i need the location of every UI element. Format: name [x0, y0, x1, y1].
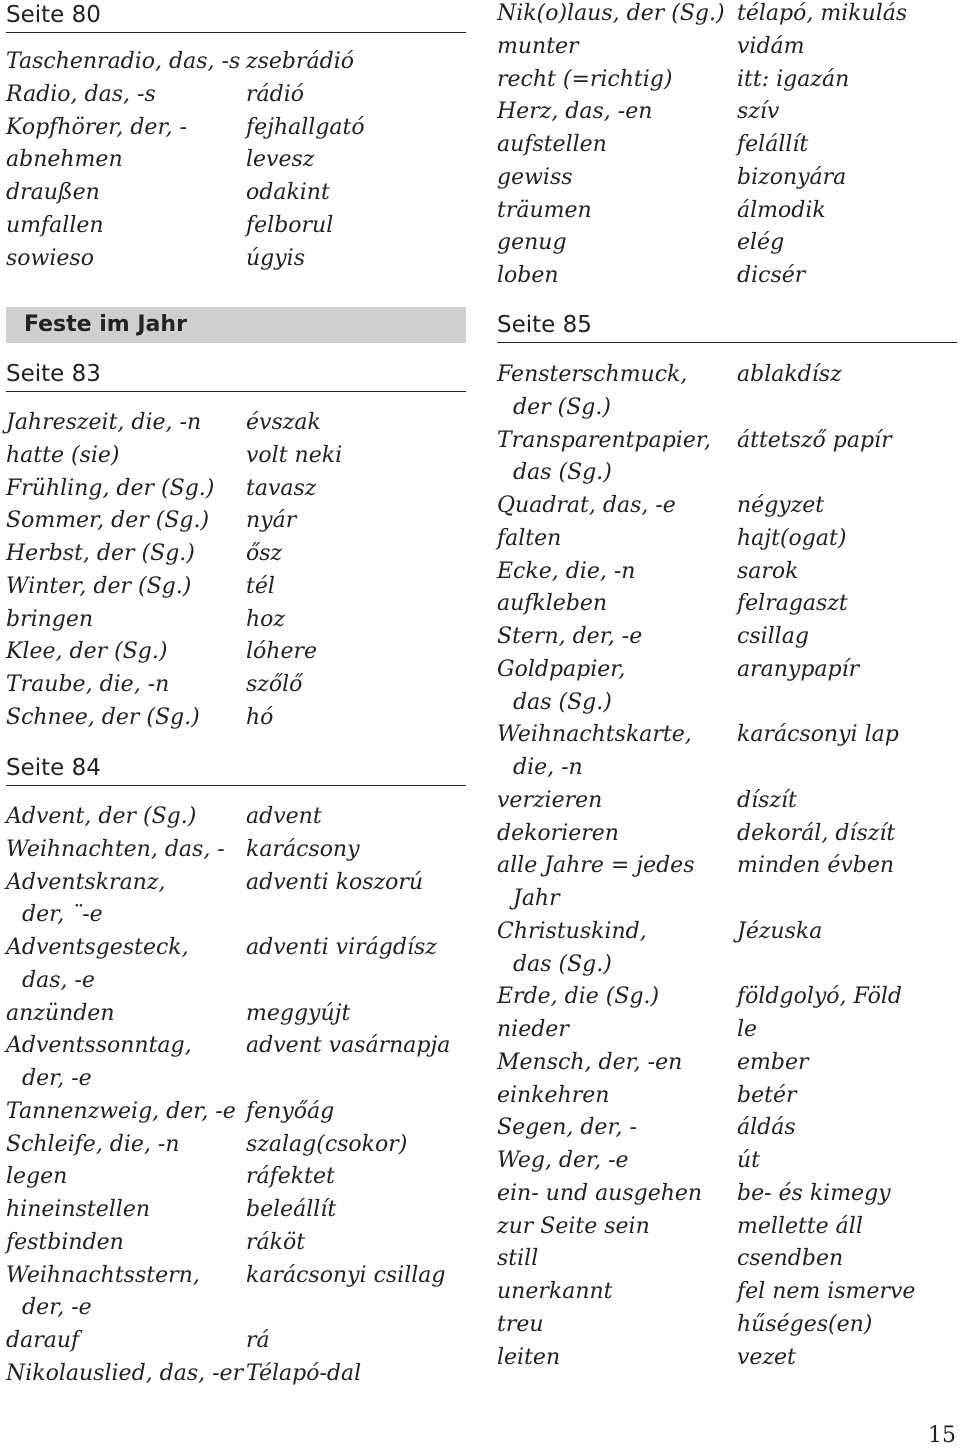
- vocab-row: [497, 1342, 957, 1375]
- vocab-row: [6, 1063, 466, 1096]
- german-term: Taschenradio, das, -s: [6, 49, 241, 74]
- hungarian-translation: fenyőág: [246, 1098, 335, 1124]
- german-term: still: [497, 1246, 539, 1272]
- vocab-row: [497, 195, 957, 228]
- german-term: Erde, die (Sg.): [497, 984, 660, 1010]
- vocab-row: [497, 359, 957, 392]
- vocab-row: [6, 1358, 466, 1391]
- german-term: hatte (sie): [6, 442, 120, 468]
- hungarian-translation: hó: [246, 704, 274, 730]
- vocab-row: [497, 621, 957, 654]
- vocab-row: [497, 523, 957, 556]
- vocab-row: [497, 785, 957, 818]
- vocab-row: [6, 1030, 466, 1063]
- vocab-row: [497, 490, 957, 523]
- german-term: Quadrat, das, -e: [497, 493, 676, 518]
- vocab-row: [6, 801, 466, 834]
- hungarian-translation: advent: [246, 804, 322, 829]
- german-term: der (Sg.): [513, 394, 611, 420]
- hungarian-translation: le: [737, 1017, 758, 1042]
- vocab-list-seite-84: [6, 801, 466, 1391]
- hungarian-translation: felállít: [737, 132, 809, 157]
- hungarian-translation: télapó, mikulás: [737, 1, 908, 26]
- hungarian-translation: Télapó-dal: [246, 1360, 362, 1386]
- german-term: bringen: [6, 606, 94, 632]
- vocab-row: [6, 1227, 466, 1260]
- german-term: Mensch, der, -en: [497, 1049, 683, 1075]
- vocab-row: [497, 1047, 957, 1080]
- german-term: aufstellen: [497, 132, 607, 157]
- hungarian-translation: karácsony: [246, 836, 360, 862]
- heading-seite-83: Seite 83: [6, 361, 466, 392]
- vocab-row: [6, 177, 466, 210]
- vocab-list-seite-85: [497, 359, 957, 1374]
- hungarian-translation: meggyújt: [246, 1000, 351, 1026]
- german-term: Tannenzweig, der, -e: [6, 1098, 236, 1124]
- german-term: unerkannt: [497, 1279, 613, 1304]
- german-term: draußen: [6, 180, 100, 205]
- vocab-row: [497, 818, 957, 851]
- vocab-row: [6, 1325, 466, 1358]
- vocab-row: [497, 227, 957, 260]
- vocab-row: [6, 112, 466, 145]
- hungarian-translation: levesz: [246, 147, 315, 173]
- hungarian-translation: sarok: [737, 558, 799, 584]
- hungarian-translation: ablakdísz: [737, 362, 842, 387]
- german-term: Weihnachtsstern,: [6, 1262, 200, 1288]
- hungarian-translation: lóhere: [246, 639, 318, 665]
- vocab-row: [497, 425, 957, 458]
- vocab-row: [6, 604, 466, 637]
- vocab-row: [497, 1178, 957, 1211]
- german-term: das (Sg.): [513, 951, 612, 977]
- vocab-row: [6, 1161, 466, 1194]
- german-term: Weihnachtskarte,: [497, 722, 692, 748]
- vocab-list-top: [497, 0, 957, 293]
- german-term: Sommer, der (Sg.): [6, 508, 210, 534]
- german-term: Weihnachten, das, -: [6, 836, 225, 862]
- german-term: gewiss: [497, 164, 573, 190]
- vocab-row: [497, 850, 957, 883]
- german-term: träumen: [497, 197, 592, 223]
- german-term: Radio, das, -s: [6, 81, 156, 107]
- vocab-row: [497, 588, 957, 621]
- german-term: der, -e: [22, 1295, 92, 1321]
- vocab-row: [6, 899, 466, 932]
- vocab-row: [6, 965, 466, 998]
- hungarian-translation: rádió: [246, 81, 304, 107]
- hungarian-translation: minden évben: [737, 853, 895, 879]
- vocab-row: [497, 981, 957, 1014]
- vocab-row: [6, 669, 466, 702]
- hungarian-translation: ember: [737, 1049, 809, 1075]
- german-term: abnehmen: [6, 147, 123, 173]
- heading-seite-84: Seite 84: [6, 755, 466, 786]
- vocab-row: [497, 1243, 957, 1276]
- heading-seite-80: Seite 80: [6, 2, 466, 33]
- hungarian-translation: hoz: [246, 606, 286, 632]
- vocab-row: [6, 407, 466, 440]
- hungarian-translation: beleállít: [246, 1197, 337, 1222]
- hungarian-translation: vezet: [737, 1344, 796, 1370]
- german-term: Schnee, der (Sg.): [6, 704, 200, 730]
- vocab-list-seite-83: [6, 407, 466, 735]
- german-term: das, -e: [22, 967, 95, 993]
- vocab-list-seite-80: [6, 46, 466, 275]
- hungarian-translation: úgyis: [246, 245, 306, 271]
- german-term: festbinden: [6, 1229, 124, 1255]
- hungarian-translation: dekorál, díszít: [737, 820, 896, 846]
- vocab-row: [6, 440, 466, 473]
- german-term: der, ¨-e: [22, 902, 103, 928]
- page-number: 15: [928, 1423, 956, 1448]
- german-term: alle Jahre = jedes: [497, 853, 695, 879]
- hungarian-translation: bizonyára: [737, 164, 847, 190]
- vocab-row: [497, 1080, 957, 1113]
- german-term: Herbst, der (Sg.): [6, 541, 195, 566]
- vocab-row: [497, 1211, 957, 1244]
- vocab-row: [6, 702, 466, 735]
- hungarian-translation: díszít: [737, 787, 797, 813]
- german-term: Fensterschmuck,: [497, 362, 688, 387]
- german-term: genug: [497, 230, 567, 256]
- german-term: Ecke, die, -n: [497, 558, 636, 584]
- hungarian-translation: csendben: [737, 1246, 844, 1272]
- german-term: die, -n: [513, 755, 583, 780]
- hungarian-translation: mellette áll: [737, 1213, 863, 1239]
- hungarian-translation: be- és kimegy: [737, 1180, 891, 1206]
- german-term: verzieren: [497, 787, 603, 813]
- hungarian-translation: aranypapír: [737, 656, 860, 682]
- vocab-row: [497, 949, 957, 982]
- vocab-row: [497, 1112, 957, 1145]
- vocab-row: [497, 0, 957, 31]
- german-term: Frühling, der (Sg.): [6, 475, 215, 501]
- hungarian-translation: felborul: [246, 212, 334, 238]
- hungarian-translation: évszak: [246, 410, 321, 435]
- vocab-row: [497, 1014, 957, 1047]
- german-term: Stern, der, -e: [497, 624, 643, 649]
- german-term: Transparentpapier,: [497, 427, 711, 453]
- vocab-row: [6, 1260, 466, 1293]
- german-term: zur Seite sein: [497, 1213, 650, 1239]
- german-term: Adventskranz,: [6, 869, 166, 895]
- vocab-row: [497, 1145, 957, 1178]
- german-term: Schleife, die, -n: [6, 1131, 180, 1157]
- vocab-row: [6, 505, 466, 538]
- hungarian-translation: advent vasárnapja: [246, 1033, 451, 1059]
- hungarian-translation: ráfektet: [246, 1164, 335, 1190]
- hungarian-translation: nyár: [246, 508, 297, 534]
- hungarian-translation: adventi koszorú: [246, 869, 424, 895]
- german-term: aufkleben: [497, 591, 608, 617]
- german-term: treu: [497, 1311, 544, 1337]
- german-term: Winter, der (Sg.): [6, 573, 192, 599]
- vocab-row: [6, 144, 466, 177]
- german-term: leiten: [497, 1344, 561, 1370]
- hungarian-translation: áldás: [737, 1115, 796, 1141]
- vocab-row: [497, 31, 957, 64]
- german-term: umfallen: [6, 212, 104, 238]
- vocab-row: [497, 260, 957, 293]
- hungarian-translation: út: [737, 1148, 761, 1173]
- vocab-row: [497, 654, 957, 687]
- heading-seite-85: Seite 85: [497, 312, 957, 343]
- hungarian-translation: elég: [737, 230, 785, 256]
- vocab-row: [6, 538, 466, 571]
- vocab-row: [497, 64, 957, 97]
- german-term: falten: [497, 525, 562, 551]
- hungarian-translation: ráköt: [246, 1229, 306, 1255]
- hungarian-translation: betér: [737, 1082, 797, 1108]
- vocab-row: [497, 129, 957, 162]
- hungarian-translation: hajt(ogat): [737, 525, 847, 551]
- hungarian-translation: négyzet: [737, 493, 825, 518]
- german-term: der, -e: [22, 1066, 92, 1091]
- hungarian-translation: volt neki: [246, 442, 343, 468]
- german-term: sowieso: [6, 245, 94, 271]
- german-term: legen: [6, 1164, 68, 1190]
- hungarian-translation: adventi virágdísz: [246, 935, 437, 960]
- german-term: Adventsgesteck,: [6, 935, 189, 960]
- german-term: dekorieren: [497, 820, 619, 846]
- vocab-row: [6, 1292, 466, 1325]
- hungarian-translation: fejhallgató: [246, 114, 365, 140]
- vocab-row: [6, 79, 466, 112]
- vocab-row: [497, 687, 957, 720]
- german-term: loben: [497, 263, 559, 288]
- vocab-row: [497, 556, 957, 589]
- vocab-row: [497, 752, 957, 785]
- vocab-row: [6, 867, 466, 900]
- vocab-row: [497, 916, 957, 949]
- german-term: Advent, der (Sg.): [6, 804, 197, 829]
- german-term: einkehren: [497, 1082, 610, 1108]
- german-term: Jahreszeit, die, -n: [6, 410, 202, 435]
- hungarian-translation: itt: igazán: [737, 66, 850, 92]
- hungarian-translation: felragaszt: [737, 591, 848, 617]
- vocab-row: [6, 932, 466, 965]
- german-term: munter: [497, 33, 579, 59]
- vocab-row: [6, 1096, 466, 1129]
- german-term: ein- und ausgehen: [497, 1180, 703, 1206]
- vocab-row: [497, 162, 957, 195]
- vocab-row: [497, 719, 957, 752]
- german-term: das (Sg.): [513, 460, 612, 486]
- hungarian-translation: rá: [246, 1328, 270, 1353]
- hungarian-translation: karácsonyi csillag: [246, 1262, 446, 1288]
- hungarian-translation: tavasz: [246, 475, 317, 501]
- german-term: Nikolauslied, das, -er: [6, 1360, 244, 1386]
- hungarian-translation: hűséges(en): [737, 1311, 873, 1337]
- hungarian-translation: szalag(csokor): [246, 1131, 408, 1157]
- german-term: Herz, das, -en: [497, 99, 653, 125]
- hungarian-translation: zsebrádió: [246, 49, 354, 74]
- german-term: Adventssonntag,: [6, 1033, 192, 1059]
- vocab-row: [497, 392, 957, 425]
- german-term: anzünden: [6, 1000, 115, 1026]
- vocab-row: [6, 46, 466, 79]
- german-term: das (Sg.): [513, 689, 612, 715]
- vocab-row: [6, 834, 466, 867]
- german-term: Weg, der, -e: [497, 1148, 629, 1173]
- vocab-row: [6, 1129, 466, 1162]
- vocab-row: [6, 998, 466, 1031]
- vocab-row: [6, 243, 466, 276]
- vocab-row: [497, 883, 957, 916]
- vocab-row: [6, 210, 466, 243]
- german-term: Klee, der (Sg.): [6, 639, 168, 665]
- vocab-row: [497, 96, 957, 129]
- hungarian-translation: szőlő: [246, 672, 303, 697]
- vocab-row: [497, 457, 957, 490]
- section-title: Feste im Jahr: [6, 307, 466, 343]
- hungarian-translation: dicsér: [737, 263, 806, 288]
- vocab-row: [6, 473, 466, 506]
- hungarian-translation: ősz: [246, 541, 283, 566]
- hungarian-translation: tél: [246, 573, 275, 599]
- german-term: hineinstellen: [6, 1197, 151, 1222]
- german-term: Traube, die, -n: [6, 672, 170, 697]
- vocab-row: [6, 1194, 466, 1227]
- hungarian-translation: odakint: [246, 180, 330, 205]
- german-term: recht (=richtig): [497, 66, 673, 92]
- vocab-row: [6, 636, 466, 669]
- german-term: Segen, der, -: [497, 1115, 637, 1141]
- german-term: Goldpapier,: [497, 656, 626, 682]
- vocab-row: [497, 1309, 957, 1342]
- german-term: nieder: [497, 1017, 569, 1042]
- hungarian-translation: szív: [737, 99, 780, 125]
- german-term: Kopfhörer, der, -: [6, 114, 187, 140]
- hungarian-translation: csillag: [737, 624, 809, 649]
- vocab-row: [497, 1276, 957, 1309]
- vocab-row: [6, 571, 466, 604]
- german-term: darauf: [6, 1328, 80, 1353]
- hungarian-translation: földgolyó, Föld: [737, 984, 902, 1010]
- hungarian-translation: álmodik: [737, 197, 826, 223]
- hungarian-translation: fel nem ismerve: [737, 1279, 916, 1304]
- hungarian-translation: áttetsző papír: [737, 427, 892, 453]
- hungarian-translation: karácsonyi lap: [737, 722, 899, 748]
- german-term: Nik(o)laus, der (Sg.): [497, 1, 725, 26]
- german-term: Christuskind,: [497, 918, 647, 944]
- german-term: Jahr: [513, 886, 560, 911]
- hungarian-translation: vidám: [737, 33, 805, 59]
- hungarian-translation: Jézuska: [737, 918, 823, 944]
